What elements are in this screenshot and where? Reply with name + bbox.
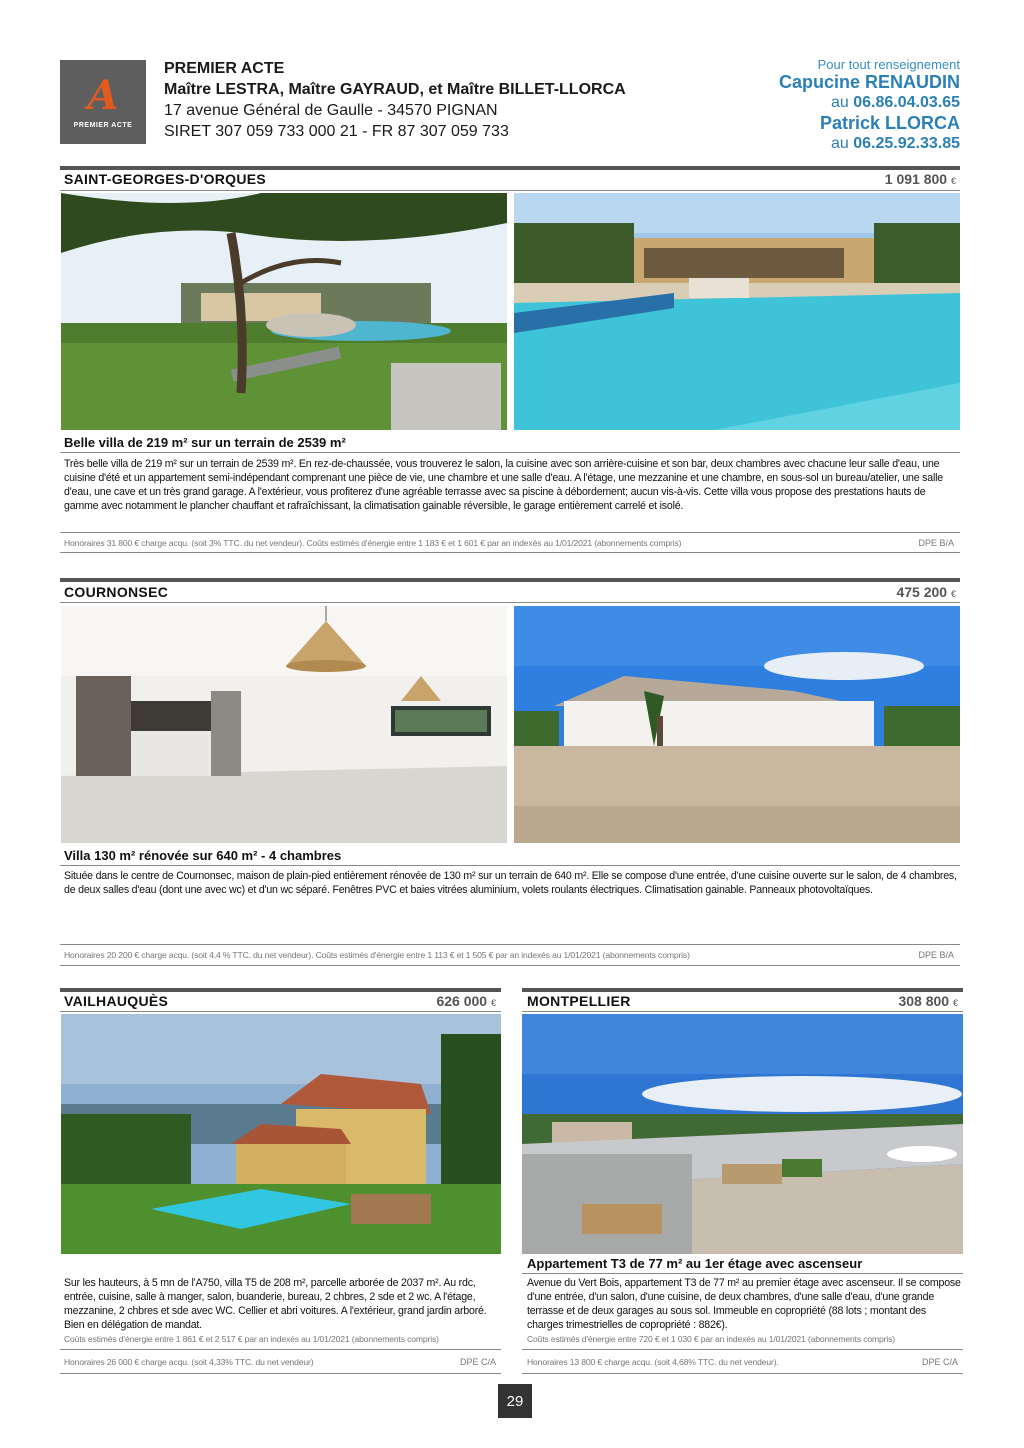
listing-2-title-divider (60, 865, 960, 866)
listing-2-price-wrap (896, 584, 956, 600)
listing-2-dpe: DPE B/A (918, 950, 954, 960)
contact-box (779, 57, 960, 154)
listing-2-top-bar (60, 578, 960, 582)
listing-4-fees: Honoraires 13 800 € charge acqu. (soit 4,68% TTC. du net vendeur). (527, 1357, 779, 1367)
contact-intro: Pour tout renseignement (817, 57, 960, 72)
listing-1-top-bar (60, 166, 960, 170)
listing-4-price: 308 800 (898, 993, 950, 1009)
listing-4-divider (522, 1011, 963, 1012)
contact-name-1: Capucine RENAUDIN (778, 72, 960, 92)
listing-1-photo-garden (61, 193, 507, 430)
listing-2-bottom-divider (60, 965, 960, 966)
listing-1-city: SAINT-GEORGES-D'ORQUES (64, 171, 267, 187)
listing-2-photo-interior (61, 606, 507, 843)
logo-text: PREMIER ACTE (73, 121, 133, 129)
contact-name-2: Patrick LLORCA (819, 113, 960, 133)
contact-phone-line-1 (779, 93, 960, 113)
listing-3-fee-divider (60, 1349, 501, 1350)
listing-3-photo-villa (61, 1014, 501, 1254)
listing-2-city: COURNONSEC (64, 584, 169, 600)
listing-3-city: VAILHAUQUÈS (64, 993, 169, 1009)
listing-1-fee-divider (60, 532, 960, 533)
agency-name: PREMIER ACTE (164, 60, 285, 77)
contact-au-2: au (830, 135, 854, 152)
listing-4-title-divider (522, 1273, 963, 1274)
agency-siret: SIRET 307 059 733 000 21 - FR 87 307 059 733 (164, 123, 509, 140)
listing-1-dpe: DPE B/A (918, 538, 954, 548)
listing-3-divider (60, 1011, 501, 1012)
listing-2-photo-exterior (514, 606, 960, 843)
listing-3-dpe: DPE C/A (459, 1357, 496, 1367)
listing-2-description: Située dans le centre de Cournonsec, maison de plain-pied entièrement rénovée de 130 m² sur un terrain de 640 m². Elle se compose d'une entrée, d'une cuisine ouverte sur le salon, de 4 chambres, de deux salles d'eau (dont une avec wc) et d'un wc séparé. Fenêtres PVC et baies vitrées aluminium, volets roulants électriques. Climatisation gainable. Panneaux photovoltaïques. (64, 870, 957, 896)
listing-1-fees: Honoraires 31 800 € charge acqu. (soit 3% TTC. du net vendeur). Coûts estimés d'énergie entre 1 183 € et 1 601 € par an indexés au 1/01/2021 (abonnements compris) (64, 538, 682, 548)
listing-1-title-divider (60, 452, 960, 453)
listing-2-title: Villa 130 m² rénovée sur 640 m² - 4 chambres (64, 848, 342, 863)
listing-1-photo-pool (514, 193, 960, 430)
listing-3-top-bar (60, 988, 501, 992)
listing-4-top-bar (522, 988, 963, 992)
listing-1-price: 1 091 800 (884, 171, 948, 187)
listing-1-description: Très belle villa de 219 m² sur un terrain de 2539 m². En rez-de-chaussée, vous trouverez le salon, la cuisine avec son arrière-cuisine et son bar, deux chambres avec chacune leur salle d'eau, une cuisine d'été et un appartement semi-indépendant comprenant une pièce de vie, une chambre et une salle d'eau. A l'étage, une mezzanine et une chambre, en sous-sol un bureau/atelier, une salle d'eau, une cave et un très grand garage. A l'extérieur, vous profiterez d'une agréable terrasse avec sa piscine à débordement; aucun vis-à-vis. Cette villa vous propose des prestations hauts de gamme avec notamment le plancher chauffant et rafraîchissant, la climatisation gainable réversible, le garage entièrement carrelé et isolé. (64, 458, 943, 512)
listing-4-energy: Coûts estimés d'énergie entre 720 € et 1 030 € par an indexés au 1/01/2021 (abonnements compris) (527, 1334, 895, 1344)
notaries: Maître LESTRA, Maître GAYRAUD, et Maître BILLET-LLORCA (164, 81, 626, 98)
listing-4-bottom-divider (522, 1373, 963, 1374)
agency-address: 17 avenue Général de Gaulle - 34570 PIGNAN (164, 102, 498, 119)
listing-1-bottom-divider (60, 552, 960, 553)
listing-4-price-wrap (842, 993, 958, 1009)
listing-4-currency: € (952, 998, 958, 1008)
contact-au-1: au (830, 94, 854, 111)
agency-logo (60, 60, 146, 144)
listing-3-price: 626 000 (436, 993, 488, 1009)
listing-4-description: Avenue du Vert Bois, appartement T3 de 77 m² au premier étage avec ascenseur. Il se compose d'une entrée, d'un salon, d'une cuisine, de deux chambres, d'une salle d'eau, d'une grande terrasse et de deux garages au sous sol. Immeuble en copropriété (88 lots ; montant des charges trimestrielles de copropriété : 882€). (527, 1277, 961, 1331)
listing-4-dpe: DPE C/A (921, 1357, 958, 1367)
listing-3-energy: Coûts estimés d'énergie entre 1 861 € et 2 517 € par an indexés au 1/01/2021 (abonnements compris) (64, 1334, 439, 1344)
listing-2-divider (60, 602, 960, 603)
page-number: 29 (498, 1384, 532, 1418)
listing-1-currency: € (950, 176, 956, 186)
listing-3-price-wrap (380, 993, 496, 1009)
contact-phone-2[interactable]: 06.25.92.33.85 (853, 135, 960, 152)
logo-mark: A (87, 71, 119, 119)
listing-2-price: 475 200 (896, 584, 948, 600)
listing-3-description: Sur les hauteurs, à 5 mn de l'A750, villa T5 de 208 m², parcelle arborée de 2037 m². Au rdc, entrée, cuisine, salle à manger, salon, buanderie, bureau, 2 chbres, 2 sde et 2 wc. A l'étage, mezzanine, 2 chbres et sde avec WC. Cellier et abri voitures. A l'extérieur, grand jardin arboré. Bien en délégation de mandat. (64, 1277, 487, 1331)
listing-3-fees: Honoraires 26 000 € charge acqu. (soit 4,33% TTC. du net vendeur) (64, 1357, 314, 1367)
listing-2-fees: Honoraires 20 200 € charge acqu. (soit 4,4 % TTC. du net vendeur). Coûts estimés d'énergie entre 1 113 € et 1 505 € par an indexés au 1/01/2021 (abonnements compris) (64, 950, 690, 960)
contact-phone-1[interactable]: 06.86.04.03.65 (853, 94, 960, 111)
listing-3-bottom-divider (60, 1373, 501, 1374)
agency-info (164, 58, 626, 142)
listing-1-price-wrap (885, 171, 956, 187)
listing-4-fee-divider (522, 1349, 963, 1350)
listing-1-divider (60, 190, 960, 191)
listing-2-currency: € (950, 589, 956, 599)
listing-3-currency: € (490, 998, 496, 1008)
listing-4-photo-terrace (522, 1014, 963, 1254)
listing-4-title: Appartement T3 de 77 m² au 1er étage avec ascenseur (527, 1256, 863, 1271)
listing-2-fee-divider (60, 944, 960, 945)
listing-1-title: Belle villa de 219 m² sur un terrain de 2539 m² (64, 435, 346, 450)
contact-phone-line-2 (779, 134, 960, 154)
listing-4-city: MONTPELLIER (527, 993, 631, 1009)
